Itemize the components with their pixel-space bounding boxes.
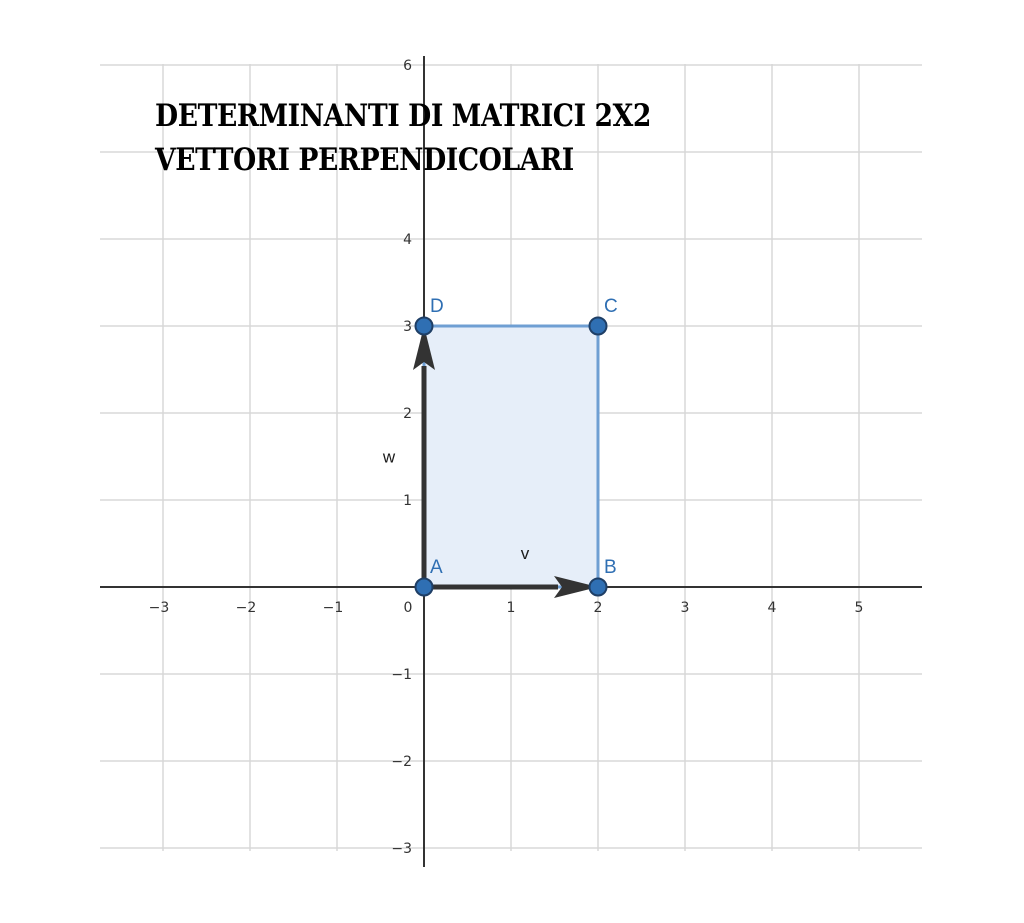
x-tick-label: 4: [767, 600, 777, 616]
point-d[interactable]: [416, 318, 433, 335]
title-line-1: DETERMINANTI DI MATRICI 2X2: [155, 98, 651, 134]
page-title: [155, 94, 651, 182]
point-label-c: C: [604, 296, 618, 317]
x-tick-label: 2: [593, 600, 603, 616]
x-tick-label: −3: [148, 600, 170, 616]
point-b[interactable]: [590, 579, 607, 596]
y-tick-label: −1: [391, 667, 412, 683]
x-tick-label: 5: [854, 600, 864, 616]
x-tick-label: 0: [403, 600, 413, 616]
y-tick-label: −2: [391, 754, 412, 770]
y-tick-label: −3: [391, 841, 412, 857]
y-tick-label: 4: [403, 232, 412, 248]
title-line-2: VETTORI PERPENDICOLARI: [155, 142, 574, 178]
point-c[interactable]: [590, 318, 607, 335]
point-a[interactable]: [416, 579, 433, 596]
x-tick-label: 3: [680, 600, 690, 616]
y-tick-label: 6: [403, 58, 412, 74]
y-tick-label: 1: [403, 493, 412, 509]
x-tick-label: −2: [235, 600, 257, 616]
y-tick-label: 2: [403, 406, 412, 422]
point-label-d: D: [430, 296, 444, 317]
rectangle-abcd: [424, 326, 598, 587]
x-tick-label: −1: [322, 600, 344, 616]
y-tick-label: 3: [403, 319, 412, 335]
x-tick-label: 1: [506, 600, 516, 616]
point-label-b: B: [604, 557, 617, 578]
vector-w-label: w: [382, 447, 396, 467]
vector-v-label: v: [520, 544, 530, 563]
point-label-a: A: [430, 557, 443, 578]
